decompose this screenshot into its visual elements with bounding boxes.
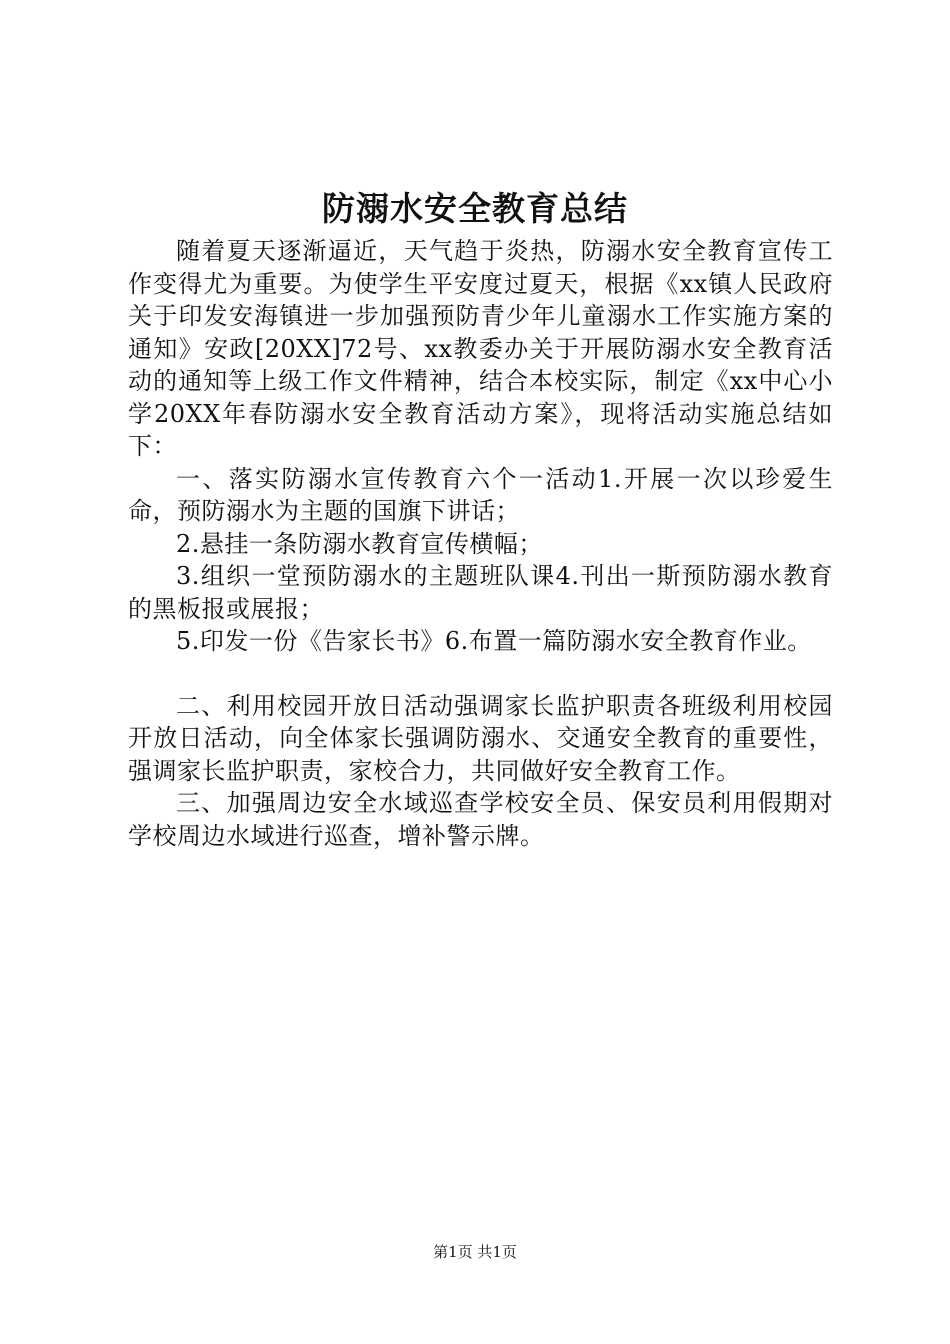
paragraph-section-3: 三、加强周边安全水域巡查学校安全员、保安员利用假期对学校周边水域进行巡查，增补警示牌。 xyxy=(128,789,833,850)
document-body xyxy=(128,235,833,852)
page-footer: 第1页 共1页 xyxy=(433,1243,517,1261)
paragraph-item-3-4: 3.组织一堂预防溺水的主题班队课4.刊出一斯预防溺水教育的黑板报或展报； xyxy=(128,562,833,623)
paragraph-section-2: 二、利用校园开放日活动强调家长监护职责各班级利用校园开放日活动，向全体家长强调防溺水、交通安全教育的重要性，强调家长监护职责，家校合力，共同做好安全教育工作。 xyxy=(128,691,833,785)
document-title: 防溺水安全教育总结 xyxy=(322,189,628,228)
paragraph-item-2: 2.悬挂一条防溺水教育宣传横幅； xyxy=(176,529,543,558)
paragraph-item-5-6: 5.印发一份《告家长书》6.布置一篇防溺水安全教育作业。 xyxy=(176,627,812,655)
paragraph-spacer xyxy=(128,658,833,690)
paragraph-intro: 随着夏天逐渐逼近，天气趋于炎热，防溺水安全教育宣传工作变得尤为重要。为使学生平安度过夏天，根据《xx镇人民政府关于印发安海镇进一步加强预防青少年儿童溺水工作实施方案的通知》安政[20XX]72号、xx教委办关于开展防溺水安全教育活动的通知等上级工作文件精神，结合本校实际，制定《xx中心小学20XX年春防溺水安全教育活动方案》，现将活动实施总结如下： xyxy=(128,237,833,460)
paragraph-section-1: 一、落实防溺水宣传教育六个一活动1.开展一次以珍爱生命，预防溺水为主题的国旗下讲话； xyxy=(128,464,833,525)
